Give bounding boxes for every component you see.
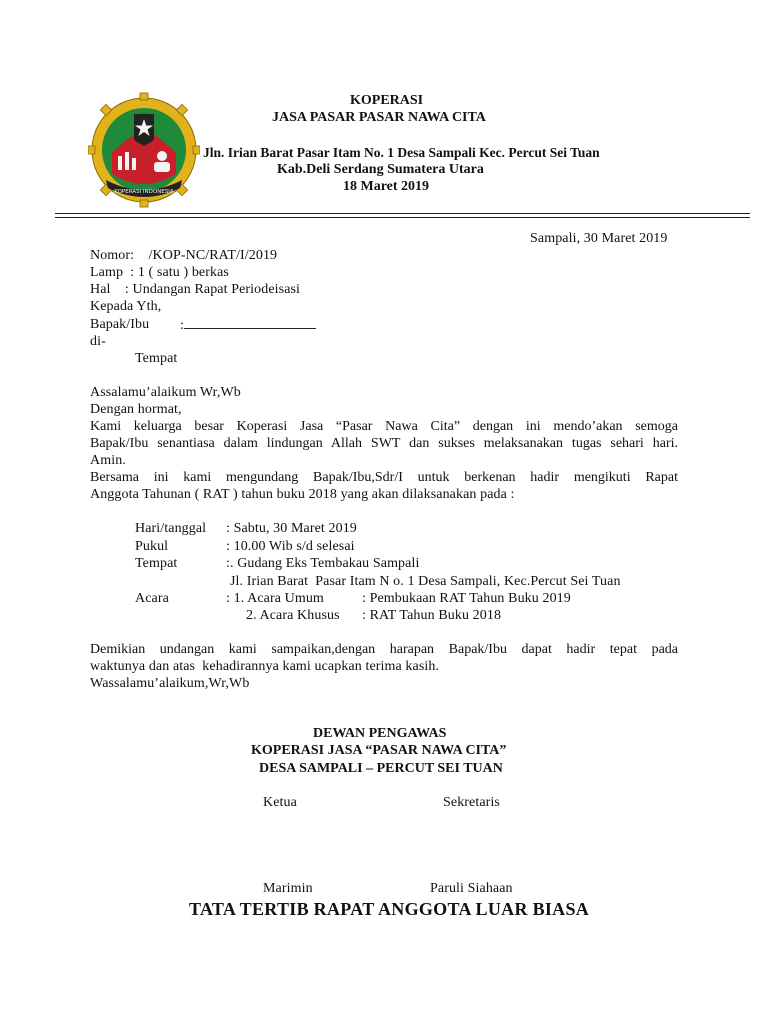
signature-chair-name: Marimin [263, 881, 313, 896]
detail-agenda1-value: : Pembukaan RAT Tahun Buku 2019 [362, 591, 571, 606]
detail-time-label: Pukul [135, 539, 169, 554]
signature-org-line2: KOPERASI JASA “PASAR NAWA CITA” [251, 743, 507, 758]
paragraph1-line1: Kami keluarga besar Koperasi Jasa “Pasar Nawa Cita” dengan ini mendo’akan semoga [90, 419, 678, 434]
paragraph2-line1: Bersama ini kami mengundang Bapak/Ibu,Sdr/I untuk berkenan hadir mengikuti Rapat [90, 470, 678, 485]
recipient-heading: Kepada Yth, [90, 299, 162, 314]
closing-line2: waktunya dan atas kehadirannya kami ucapkan terima kasih. [90, 659, 440, 674]
detail-agenda2-value: : RAT Tahun Buku 2018 [362, 608, 502, 623]
letter-number: Nomor: /KOP-NC/RAT/I/2019 [90, 248, 278, 263]
recipient-di: di- [90, 334, 106, 349]
detail-agenda2-label: 2. Acara Khusus [246, 608, 340, 623]
signature-secretary-name: Paruli Siahaan [430, 881, 513, 896]
rules-title: TATA TERTIB RAPAT ANGGOTA LUAR BIASA [189, 899, 590, 919]
detail-agenda-label: Acara [135, 591, 169, 606]
signature-chair-title: Ketua [263, 795, 297, 810]
detail-day-label: Hari/tanggal [135, 521, 207, 536]
paragraph1-line3: Amin. [90, 453, 126, 468]
recipient-blank: : [180, 317, 316, 334]
place-date: Sampali, 30 Maret 2019 [530, 231, 668, 246]
detail-place-address: Jl. Irian Barat Pasar Itam N o. 1 Desa Sampali, Kec.Percut Sei Tuan [230, 574, 621, 589]
detail-place-label: Tempat [135, 556, 178, 571]
letter-subject: Hal : Undangan Rapat Periodeisasi [90, 282, 301, 297]
header-date: 18 Maret 2019 [343, 179, 430, 194]
detail-place-value: :. Gudang Eks Tembakau Sampali [226, 556, 420, 571]
recipient-label: Bapak/Ibu [90, 317, 150, 332]
detail-agenda1-label: : 1. Acara Umum [226, 591, 324, 606]
detail-time-value: : 10.00 Wib s/d selesai [226, 539, 355, 554]
org-address-line2: Kab.Deli Serdang Sumatera Utara [277, 162, 484, 177]
paragraph2-line2: Anggota Tahunan ( RAT ) tahun buku 2018 yang akan dilaksanakan pada : [90, 487, 515, 502]
logo-ribbon-text: KOPERASI INDONESIA [114, 189, 174, 195]
header-divider-top [55, 213, 750, 214]
header-divider-bottom [55, 217, 750, 218]
detail-day-value: : Sabtu, 30 Maret 2019 [226, 521, 357, 536]
paragraph1-line2: Bapak/Ibu senantiasa dalam lindungan Allah SWT dan sukses melaksanakan tugas sehari hari. [90, 436, 678, 451]
signature-org-line1: DEWAN PENGAWAS [313, 726, 447, 741]
letter-attachment: Lamp : 1 ( satu ) berkas [90, 265, 229, 280]
greeting: Assalamu’alaikum Wr,Wb [90, 385, 241, 400]
org-name-line1: KOPERASI [350, 93, 424, 108]
org-name-line2: JASA PASAR PASAR NAWA CITA [272, 110, 486, 125]
closing-salam: Wassalamu’alaikum,Wr,Wb [90, 676, 250, 691]
recipient-place: Tempat [135, 351, 178, 366]
koperasi-logo [88, 92, 200, 210]
salutation: Dengan hormat, [90, 402, 182, 417]
signature-org-line3: DESA SAMPALI – PERCUT SEI TUAN [259, 761, 503, 776]
signature-secretary-title: Sekretaris [443, 795, 500, 810]
org-address-line1: Jln. Irian Barat Pasar Itam No. 1 Desa Sampali Kec. Percut Sei Tuan [203, 145, 600, 160]
closing-line1: Demikian undangan kami sampaikan,dengan harapan Bapak/Ibu dapat hadir tepat pada [90, 642, 678, 657]
